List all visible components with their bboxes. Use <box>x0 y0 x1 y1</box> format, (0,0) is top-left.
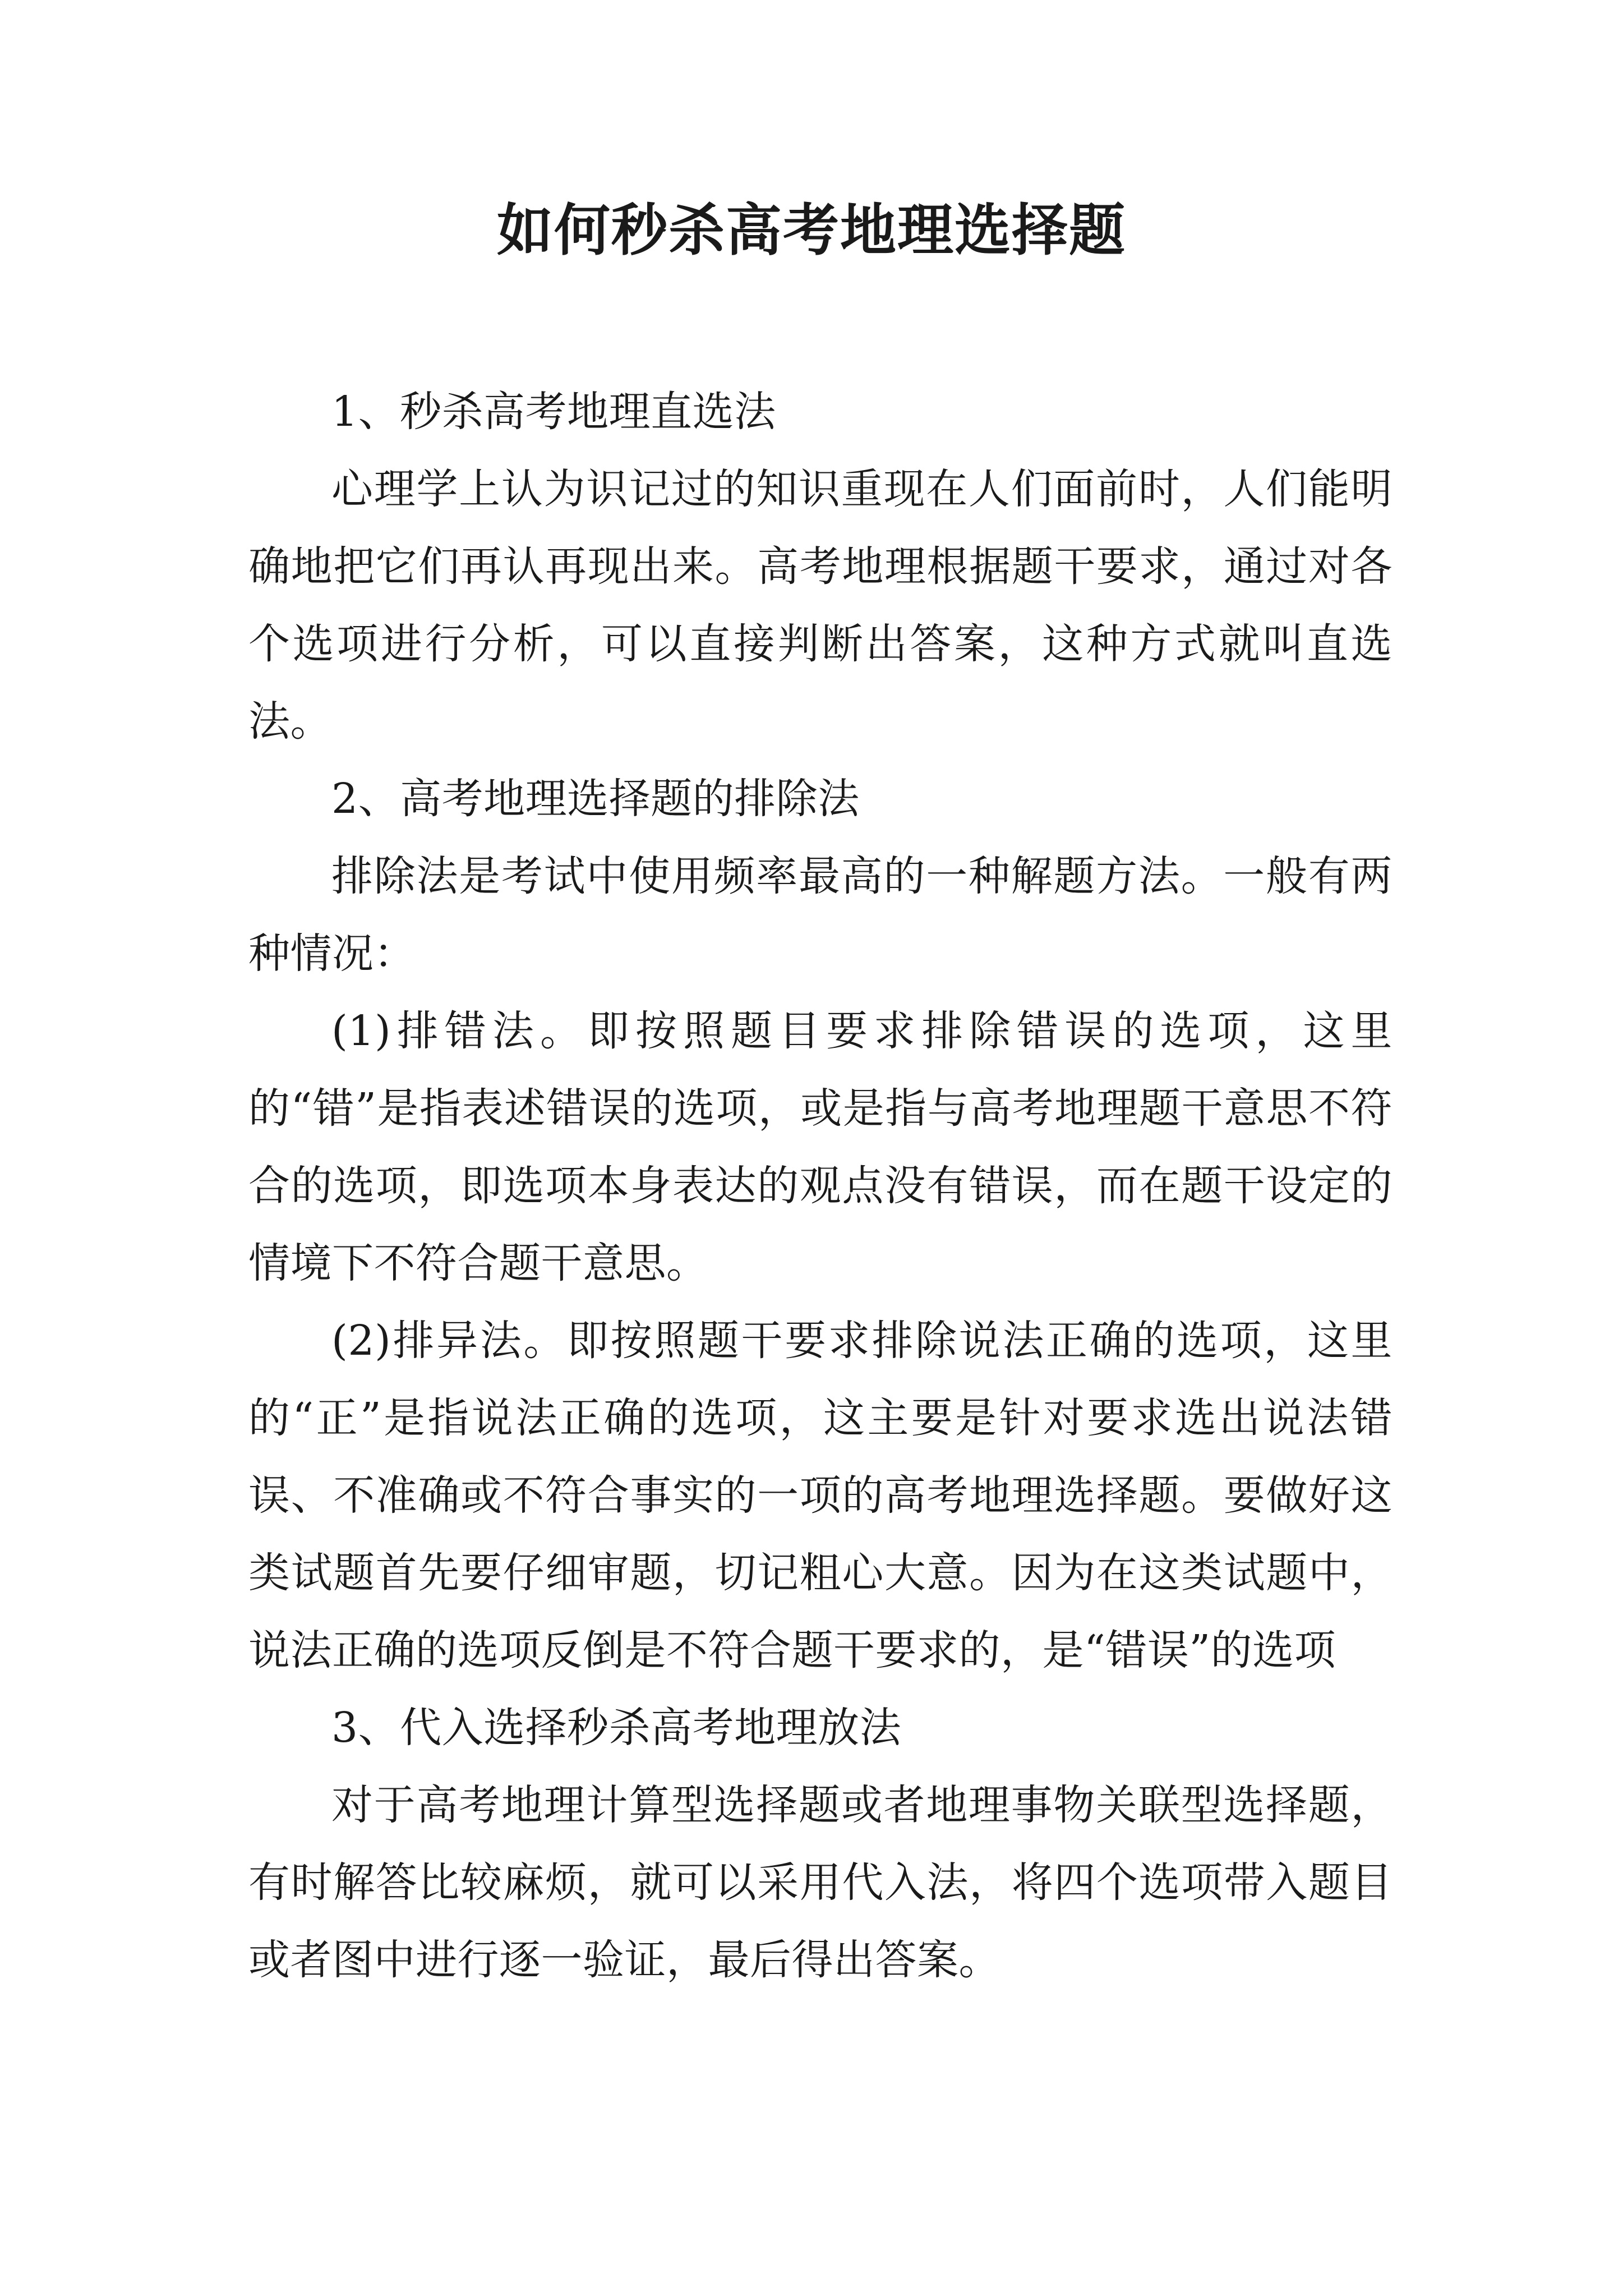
document-body <box>248 373 1393 1999</box>
paragraph-eliminate-different: (2)排异法。即按照题干要求排除说法正确的选项，这里的“正”是指说法正确的选项，这主要是针对要求选出说法错误、不准确或不符合事实的一项的高考地理选择题。要做好这类试题首先要仔细审题，切记粗心大意。因为在这类试题中，说法正确的选项反倒是不符合题干要求的，是“错误”的选项 <box>248 1317 1393 1674</box>
paragraph-elimination-intro: 排除法是考试中使用频率最高的一种解题方法。一般有两种情况： <box>248 852 1393 978</box>
document-title: 如何秒杀高考地理选择题 <box>497 197 1126 263</box>
section-heading-1: 1、秒杀高考地理直选法 <box>331 388 776 436</box>
section-heading-3: 3、代入选择秒杀高考地理放法 <box>331 1704 902 1752</box>
section-heading-2: 2、高考地理选择题的排除法 <box>331 775 860 823</box>
paragraph-substitution: 对于高考地理计算型选择题或者地理事物关联型选择题，有时解答比较麻烦，就可以采用代入法，将四个选项带入题目或者图中进行逐一验证，最后得出答案。 <box>248 1781 1393 1984</box>
paragraph-eliminate-wrong: (1)排错法。即按照题目要求排除错误的选项，这里的“错”是指表述错误的选项，或是指与高考地理题干意思不符合的选项，即选项本身表达的观点没有错误，而在题干设定的情境下不符合题干意思。 <box>248 1007 1393 1287</box>
paragraph-direct-selection: 心理学上认为识记过的知识重现在人们面前时，人们能明确地把它们再认再现出来。高考地理根据题干要求，通过对各个选项进行分析，可以直接判断出答案，这种方式就叫直选法。 <box>248 465 1393 746</box>
